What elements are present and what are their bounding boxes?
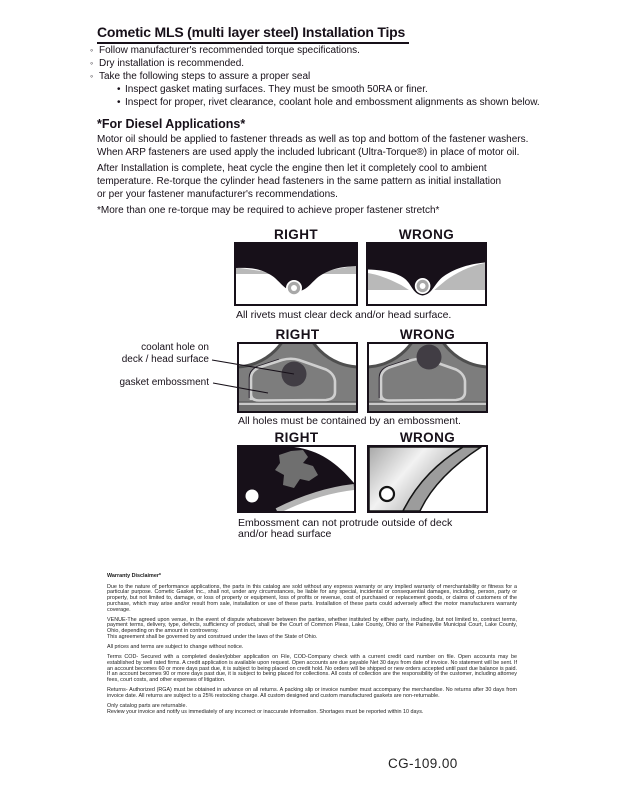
- list-subitem: [117, 83, 540, 96]
- list-item: [90, 44, 540, 57]
- annotation-line: gasket embossment: [119, 377, 209, 388]
- coolant-hole-icon: [282, 362, 307, 387]
- warranty-heading: Warranty Disclaimer*: [107, 573, 162, 579]
- list-item: [90, 70, 540, 83]
- warranty-fine-print: [107, 574, 517, 720]
- pair3-wrong-diagram: [367, 445, 488, 513]
- pair2-wrong-label: WRONG: [399, 327, 456, 342]
- paragraph-line: After Installation is complete, heat cycle the engine then let it completely cool to ambient: [97, 163, 487, 174]
- diesel-paragraph-1: [97, 133, 528, 159]
- hole-outside-illustration: [369, 344, 486, 411]
- annotation-line: coolant hole on: [141, 342, 209, 353]
- pair3-right-label: RIGHT: [274, 430, 319, 445]
- fine-print-paragraph: VENUE-The agreed upon venue, in the event of dispute whatsoever between the parties, whether instituted by either party, including, but not limited to, contract terms, payment terms, delivery, type, defects, sufficiency of product, shall be the Court of Common Pleas, Lake County, Ohio or the Painesville Municipal Court, Lake County, Ohio, depending on the amount in controversy.: [107, 616, 517, 635]
- fine-print-paragraph: This agreement shall be governed by and construed under the laws of the State of Ohio.: [107, 633, 318, 640]
- pair1-right-label: RIGHT: [274, 227, 318, 242]
- fine-print-paragraph: Review your invoice and notify us immediately of any incorrect or inaccurate information. Shortages must be reported within 10 days.: [107, 708, 424, 715]
- gasket-embossment-annotation: [95, 377, 209, 389]
- pair2-wrong-diagram: [367, 342, 488, 413]
- paragraph-line: *More than one re-torque may be required to achieve proper fastener stretch*: [97, 205, 440, 216]
- pair3-wrong-label: WRONG: [399, 430, 456, 445]
- list-item: [90, 57, 540, 70]
- embossment-protruding-illustration: [369, 447, 486, 511]
- pair3-caption: [238, 518, 452, 540]
- diesel-paragraph-3: [97, 204, 439, 217]
- rivet-clear-illustration: [236, 244, 356, 304]
- diesel-paragraph-2: [97, 162, 501, 201]
- paragraph-line: Motor oil should be applied to fastener threads as well as top and bottom of the fastener washers.: [97, 134, 529, 145]
- rivet-interference-illustration: [368, 244, 485, 304]
- fine-print-paragraph: All prices and terms are subject to change without notice.: [107, 644, 244, 651]
- bullet-dot-icon: •: [117, 97, 121, 108]
- pair1-wrong-diagram: [366, 242, 487, 306]
- caption-line: and/or head surface: [238, 528, 332, 540]
- embossment-inside-illustration: [239, 447, 354, 511]
- page-title: Cometic MLS (multi layer steel) Installation Tips: [97, 24, 409, 44]
- list-item-text: Take the following steps to assure a proper seal: [99, 71, 311, 82]
- paragraph-line: or per your fastener manufacturer's recommendations.: [97, 189, 338, 200]
- paragraph-line: temperature. Re-torque the cylinder head fasteners in the same pattern as initial installation: [97, 176, 502, 187]
- pair3-right-diagram: [237, 445, 356, 513]
- annotation-line: deck / head surface: [121, 353, 209, 365]
- list-item-text: Inspect gasket mating surfaces. They must be smooth 50RA or finer.: [125, 84, 428, 95]
- bolt-hole-icon: [246, 490, 259, 503]
- list-item-text: Dry installation is recommended.: [99, 58, 245, 69]
- diesel-section-heading: *For Diesel Applications*: [97, 117, 246, 131]
- paragraph-line: When ARP fasteners are used apply the included lubricant (Ultra-Torque®) in place of motor oil.: [97, 147, 520, 158]
- list-item-text: Follow manufacturer's recommended torque specifications.: [99, 45, 360, 56]
- bullet-circle-icon: ◦: [90, 71, 94, 81]
- pair1-wrong-label: WRONG: [398, 227, 455, 242]
- coolant-hole-annotation: [95, 342, 209, 365]
- bullet-dot-icon: •: [117, 84, 121, 95]
- coolant-hole-icon: [417, 345, 442, 370]
- caption-line: Embossment can not protrude outside of deck: [238, 517, 453, 529]
- bolt-hole-icon: [380, 487, 394, 501]
- list-item-text: Inspect for proper, rivet clearance, coolant hole and embossment alignments as shown below.: [125, 97, 540, 108]
- catalog-page-code: CG-109.00: [388, 756, 458, 771]
- pair2-caption: All holes must be contained by an embossment.: [238, 415, 461, 427]
- pair1-caption: All rivets must clear deck and/or head surface.: [236, 309, 452, 321]
- install-tips-list: [90, 44, 540, 109]
- pair2-right-diagram: [237, 342, 358, 413]
- fine-print-paragraph: Only catalog parts are returnable.: [107, 703, 188, 710]
- fine-print-paragraph: Terms COD- Secured with a completed dealer/jobber application on File, COD-Company check with a current credit card number on file. Open accounts may be established by well rated firms. A credit application is available upon request. Open accounts are due payable Net 30 days from date of invoice. No statement will be sent. If an account becomes 60 or more days past due, it is subject to being placed on credit hold. No orders will be shipped or new orders accepted until past due balance is paid. If an account becomes 90 or more days past due, it is subject to being placed for collections. All costs of collection are the responsibility of the customer, including attorney fees, court costs, and other expenses of litigation.: [107, 654, 517, 684]
- pair2-right-label: RIGHT: [275, 327, 320, 342]
- list-subitem: [117, 96, 540, 109]
- pair1-right-diagram: [234, 242, 358, 306]
- fine-print-paragraph: Due to the nature of performance applications, the parts in this catalog are sold without any express warranty or any implied warranty of merchantability or fitness for a particular purpose. Cometic Gasket Inc., shall not, under any circumstances, be liable for any special, incidental or consequential damages, including, person, party or property, but not limited to, damage, or loss of property or equipment, loss of profits or revenue, cost of purchased or replacement goods, or claims of customers of the purchase, which may arise and/or result from sale, installation or use of these parts. Installation of these parts could adversely affect the motor manufacturers warranty coverage.: [107, 583, 517, 613]
- hole-contained-illustration: [239, 344, 356, 411]
- bullet-circle-icon: ◦: [90, 58, 94, 68]
- fine-print-paragraph: Returns- Authorized (RGA) must be obtained in advance on all returns. A packing slip or invoice number must accompany the merchandise. No returns after 30 days from invoice date. All returns are subject to a 25% restocking charge. All custom designed and custom manufactured gaskets are non-returnable.: [107, 687, 517, 699]
- bullet-circle-icon: ◦: [90, 45, 94, 55]
